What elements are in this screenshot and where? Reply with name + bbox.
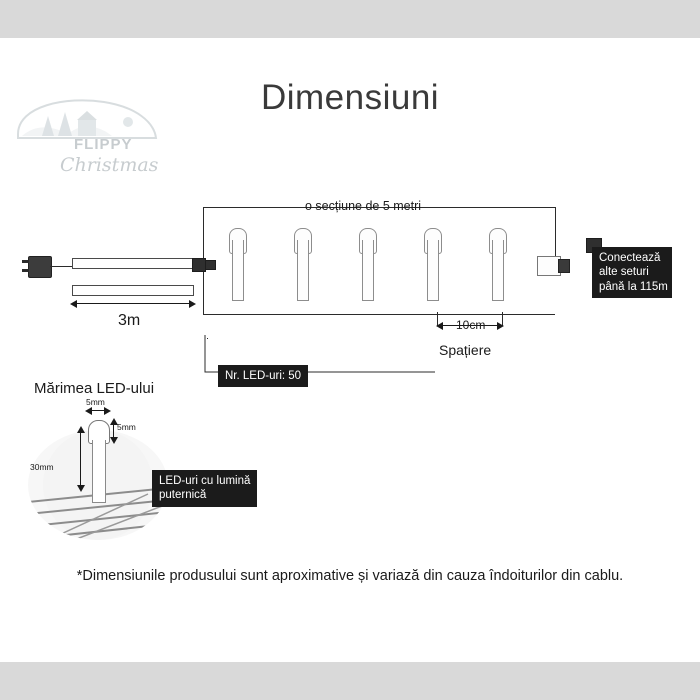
led-size-bulb — [88, 420, 108, 500]
led-width-arrow-left — [85, 407, 92, 415]
section-right-line — [555, 207, 556, 261]
led-stem — [362, 240, 374, 301]
brightness-note — [152, 470, 257, 507]
led-bulb-2 — [294, 228, 310, 300]
watermark-brand: FLIPPY — [74, 136, 133, 153]
led-dome-arrow-down — [110, 437, 118, 444]
watermark-subbrand: Christmas — [60, 154, 159, 176]
inline-connector-a — [192, 258, 206, 272]
cable-bar-lower — [72, 285, 194, 296]
power-plug-prong-bottom — [22, 269, 29, 272]
cable-bar-upper — [72, 258, 194, 269]
led-bulb-4 — [424, 228, 440, 300]
connect-more-line1: Conectează — [599, 252, 661, 264]
section-length-label: o secțiune de 5 metri — [305, 199, 422, 213]
led-height-arrow-line — [80, 432, 81, 486]
page-title: Dimensiuni — [260, 78, 440, 117]
led-size-stem — [92, 440, 106, 503]
led-stem — [427, 240, 439, 301]
footnote-text: *Dimensiunile produsului sunt aproximative și variază din cauza îndoiturilor din cablu. — [76, 568, 624, 584]
cable-length-arrow-left — [70, 300, 77, 308]
spacing-arrow-left — [436, 322, 443, 330]
led-stem — [232, 240, 244, 301]
top-band — [0, 0, 700, 38]
led-bulb-1 — [229, 228, 245, 300]
spacing-caption: Spațiere — [439, 342, 492, 358]
bottom-band — [0, 662, 700, 700]
led-stem — [297, 240, 309, 301]
connect-more-line2: alte seturi — [599, 266, 649, 279]
led-dome-label: 5mm — [117, 422, 136, 432]
led-stem — [492, 240, 504, 301]
brightness-note-line2: puternică — [159, 489, 207, 502]
cable-length-label: 3m — [118, 312, 141, 329]
led-size-heading: Mărimea LED-ului — [34, 380, 155, 397]
cable-length-arrow-line — [76, 303, 190, 304]
connect-more-line3: până la 115m — [599, 280, 668, 293]
inline-connector-b — [205, 260, 216, 270]
spacing-value-label: 10cm — [456, 318, 486, 332]
led-count-badge: Nr. LED-uri: 50 — [218, 365, 308, 387]
led-width-label: 5mm — [86, 397, 105, 407]
led-dome-arrow-line — [113, 424, 114, 438]
power-plug-body — [28, 256, 52, 278]
connect-more-note — [592, 247, 672, 298]
led-bulb-3 — [359, 228, 375, 300]
led-height-label: 30mm — [30, 462, 54, 472]
led-width-arrow-right — [104, 407, 111, 415]
power-plug-prong-top — [22, 260, 29, 263]
end-socket-cap — [558, 259, 570, 273]
led-bulb-5 — [489, 228, 505, 300]
spacing-arrow-right — [497, 322, 504, 330]
cable-length-arrow-right — [189, 300, 196, 308]
plug-lead-wire — [50, 266, 72, 267]
brightness-note-line1: LED-uri cu lumină — [159, 475, 251, 487]
watermark — [8, 92, 168, 202]
led-height-arrow-down — [77, 485, 85, 492]
led-height-arrow-up — [77, 426, 85, 433]
